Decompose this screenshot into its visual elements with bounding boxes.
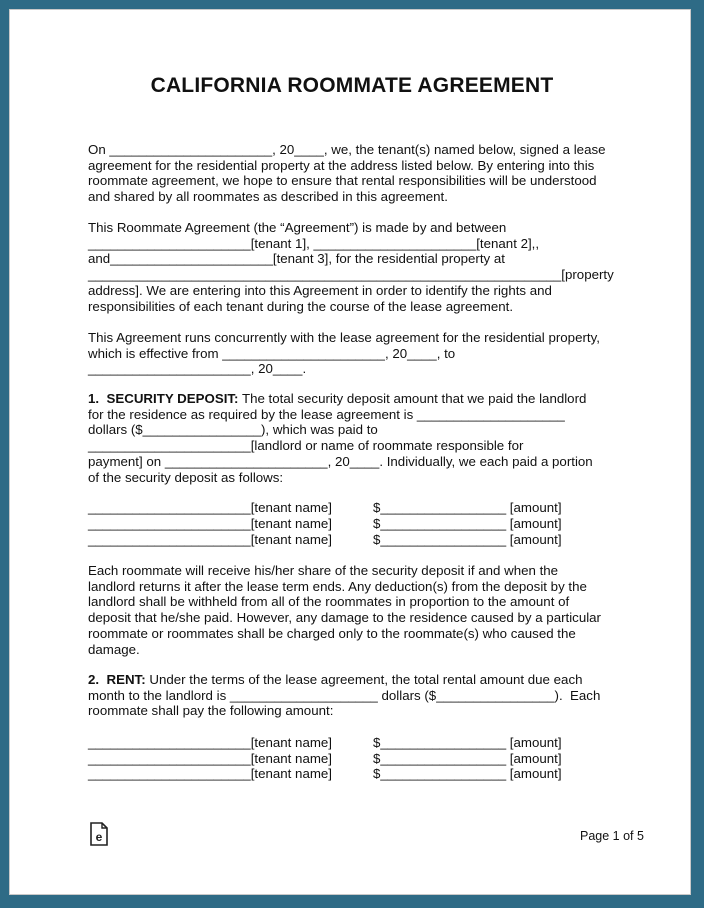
rent-line: Under the terms of the lease agreement, the total rental amount due each [145, 672, 583, 687]
refund-line: deposit that he/she paid. However, any damage to the residence caused by a particular [88, 610, 601, 626]
security-tenant-name: ______________________[tenant name] [88, 516, 333, 531]
term-line: This Agreement runs concurrently with the lease agreement for the residential property, [88, 330, 600, 345]
security-deposit-heading: 1. SECURITY DEPOSIT: [88, 391, 239, 406]
refund-line: damage. [88, 641, 140, 657]
security-deposit-section [88, 391, 628, 485]
security-line: dollars ($________________), which was paid to [88, 422, 378, 438]
security-line: payment] on ______________________, 20____. Individually, we each paid a portion [88, 453, 593, 469]
security-tenant-name: ______________________[tenant name] [88, 500, 333, 515]
rent-heading: 2. RENT: [88, 672, 146, 687]
security-line: of the security deposit as follows: [88, 469, 284, 485]
intro-line: On ______________________, 20____, we, the tenant(s) named below, signed a lease [88, 142, 606, 157]
parties-line: This Roommate Agreement (the “Agreement”) is made by and between [88, 220, 507, 235]
security-line: The total security deposit amount that we paid the landlord [238, 391, 587, 406]
intro-line: and shared by all roommates as described in this agreement. [88, 189, 448, 205]
svg-text:e: e [95, 830, 103, 844]
document-title: CALIFORNIA ROOMMATE AGREEMENT [150, 74, 554, 97]
term-line: which is effective from ______________________, 20____, to [88, 345, 456, 361]
parties-line: ______________________[tenant 1], ______________________[tenant 2],, [88, 235, 540, 251]
parties-paragraph [88, 220, 628, 314]
rent-tenant-amount: $_________________ [amount] [373, 735, 562, 750]
refund-line: landlord shall be withheld from all of the roommates in proportion to the amount of [88, 594, 570, 610]
security-line: ______________________[landlord or name of roommate responsible for [88, 438, 524, 454]
eforms-logo-icon [89, 822, 109, 846]
rent-tenant-amount: $_________________ [amount] [373, 766, 562, 781]
rent-section [88, 672, 628, 719]
term-paragraph [88, 330, 628, 377]
page-number: Page 1 of 5 [580, 829, 644, 843]
refund-line: roommate or roommates shall be charged only to the roommate(s) who caused the [88, 625, 576, 641]
parties-line: responsibilities of each tenant during the course of the lease agreement. [88, 298, 514, 314]
rent-tenant-name: ______________________[tenant name] [88, 735, 333, 750]
rent-line: roommate shall pay the following amount: [88, 703, 334, 719]
term-line: ______________________, 20____. [88, 361, 307, 377]
refund-line: Each roommate will receive his/her share of the security deposit if and when the [88, 563, 559, 578]
rent-tenant-name: ______________________[tenant name] [88, 766, 333, 781]
intro-line: roommate agreement, we hope to ensure that rental responsibilities will be understood [88, 173, 597, 189]
rent-tenant-amount: $_________________ [amount] [373, 751, 562, 766]
refund-line: landlord returns it after the lease term ends. Any deduction(s) from the deposit by the [88, 578, 587, 594]
security-tenant-name: ______________________[tenant name] [88, 532, 333, 547]
refund-paragraph [88, 563, 628, 657]
parties-line: and______________________[tenant 3], for the residential property at [88, 251, 505, 267]
security-line: for the residence as required by the lease agreement is ____________________ [88, 406, 565, 422]
intro-line: agreement for the residential property at the address listed below. By entering into this [88, 157, 595, 173]
security-tenant-amount: $_________________ [amount] [373, 516, 562, 531]
security-tenant-amount: $_________________ [amount] [373, 532, 562, 547]
rent-line: month to the landlord is ____________________ dollars ($________________). Each [88, 687, 601, 703]
intro-paragraph [88, 142, 628, 205]
parties-line: address]. We are entering into this Agreement in order to identify the rights and [88, 282, 552, 298]
rent-tenant-name: ______________________[tenant name] [88, 751, 333, 766]
security-tenant-amount: $_________________ [amount] [373, 500, 562, 515]
parties-line: ________________________________________________________________[property [88, 267, 614, 283]
